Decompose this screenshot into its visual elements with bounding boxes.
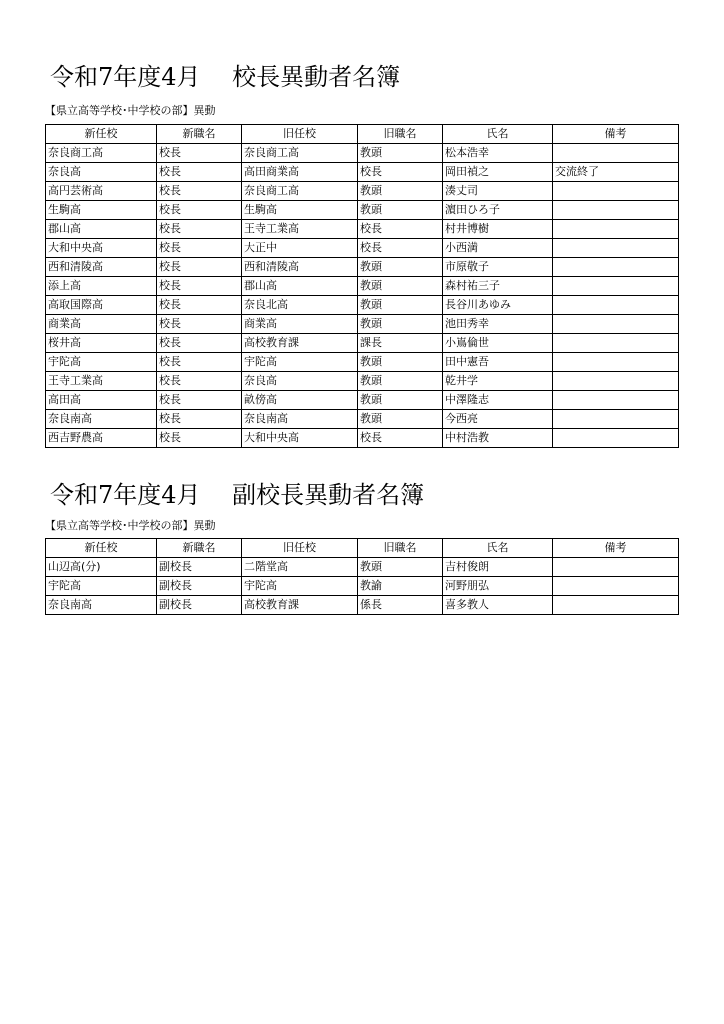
cell-former-position: 教頭 [358, 296, 443, 315]
table-row [46, 220, 679, 239]
cell-remarks [553, 353, 679, 372]
cell-new-position: 校長 [157, 182, 242, 201]
cell-name: 小西満 [443, 239, 553, 258]
cell-former-school: 大和中央高 [242, 429, 358, 448]
table-row [46, 163, 679, 182]
principal-roster-subtitle: 【県立高等学校･中学校の部】異動 [45, 104, 216, 117]
cell-new-school: 奈良商工高 [46, 144, 157, 163]
cell-remarks [553, 429, 679, 448]
cell-new-school: 西吉野農高 [46, 429, 157, 448]
cell-former-school: 高校教育課 [242, 334, 358, 353]
cell-name: 森村祐三子 [443, 277, 553, 296]
cell-new-position: 副校長 [157, 577, 242, 596]
cell-former-school: 大正中 [242, 239, 358, 258]
cell-new-school: 山辺高(分) [46, 558, 157, 577]
cell-new-position: 校長 [157, 353, 242, 372]
cell-new-position: 校長 [157, 163, 242, 182]
cell-name: 田中憲吾 [443, 353, 553, 372]
cell-name: 中村浩教 [443, 429, 553, 448]
cell-new-school: 高田高 [46, 391, 157, 410]
cell-new-school: 高取国際高 [46, 296, 157, 315]
cell-name: 長谷川あゆみ [443, 296, 553, 315]
cell-former-school: 奈良南高 [242, 410, 358, 429]
cell-former-position: 校長 [358, 220, 443, 239]
cell-new-school: 生駒高 [46, 201, 157, 220]
cell-former-school: 奈良商工高 [242, 144, 358, 163]
cell-new-position: 校長 [157, 277, 242, 296]
cell-former-school: 高校教育課 [242, 596, 358, 615]
cell-remarks [553, 258, 679, 277]
cell-new-position: 副校長 [157, 558, 242, 577]
cell-new-school: 商業高 [46, 315, 157, 334]
cell-former-position: 校長 [358, 163, 443, 182]
table-row [46, 239, 679, 258]
cell-new-position: 校長 [157, 144, 242, 163]
cell-new-school: 西和清陵高 [46, 258, 157, 277]
cell-new-position: 校長 [157, 429, 242, 448]
principal-roster-title: 令和7年度4月 校長異動者名簿 [50, 63, 401, 91]
cell-remarks [553, 558, 679, 577]
principal-roster-table [45, 124, 679, 448]
table-row [46, 577, 679, 596]
cell-former-school: 商業高 [242, 315, 358, 334]
cell-former-position: 教頭 [358, 391, 443, 410]
cell-new-school: 高円芸術高 [46, 182, 157, 201]
cell-new-school: 宇陀高 [46, 577, 157, 596]
header-former-school: 旧任校 [242, 539, 358, 558]
header-former-position: 旧職名 [358, 125, 443, 144]
cell-remarks [553, 410, 679, 429]
cell-former-position: 教頭 [358, 315, 443, 334]
cell-former-school: 宇陀高 [242, 353, 358, 372]
header-new-position: 新職名 [157, 539, 242, 558]
cell-former-position: 教頭 [358, 182, 443, 201]
cell-new-position: 校長 [157, 239, 242, 258]
cell-remarks [553, 182, 679, 201]
cell-remarks [553, 334, 679, 353]
cell-former-position: 教頭 [358, 410, 443, 429]
cell-former-position: 教頭 [358, 353, 443, 372]
cell-name: 市原敬子 [443, 258, 553, 277]
cell-former-position: 教頭 [358, 144, 443, 163]
cell-former-position: 校長 [358, 429, 443, 448]
cell-former-school: 宇陀高 [242, 577, 358, 596]
cell-new-position: 校長 [157, 201, 242, 220]
cell-former-school: 西和清陵高 [242, 258, 358, 277]
cell-former-school: 奈良高 [242, 372, 358, 391]
cell-name: 小嶌倫世 [443, 334, 553, 353]
cell-name: 河野朋弘 [443, 577, 553, 596]
cell-name: 濵田ひろ子 [443, 201, 553, 220]
header-new-school: 新任校 [46, 125, 157, 144]
cell-remarks [553, 391, 679, 410]
cell-new-position: 校長 [157, 220, 242, 239]
cell-name: 乾井学 [443, 372, 553, 391]
cell-new-school: 添上高 [46, 277, 157, 296]
vice-principal-roster-subtitle: 【県立高等学校･中学校の部】異動 [45, 519, 216, 532]
cell-name: 湊丈司 [443, 182, 553, 201]
vice-principal-roster-title: 令和7年度4月 副校長異動者名簿 [50, 481, 425, 509]
cell-new-school: 宇陀高 [46, 353, 157, 372]
cell-name: 吉村俊朗 [443, 558, 553, 577]
cell-new-school: 桜井高 [46, 334, 157, 353]
table-header-row [46, 539, 679, 558]
header-name: 氏名 [443, 125, 553, 144]
cell-former-position: 教頭 [358, 258, 443, 277]
table-row [46, 558, 679, 577]
table-row [46, 182, 679, 201]
cell-remarks [553, 220, 679, 239]
table-row [46, 429, 679, 448]
table-row [46, 201, 679, 220]
cell-new-school: 奈良南高 [46, 596, 157, 615]
table-row [46, 353, 679, 372]
cell-name: 池田秀幸 [443, 315, 553, 334]
cell-former-school: 高田商業高 [242, 163, 358, 182]
cell-name: 中澤隆志 [443, 391, 553, 410]
cell-former-position: 教頭 [358, 372, 443, 391]
cell-new-position: 校長 [157, 372, 242, 391]
cell-remarks [553, 277, 679, 296]
table-row [46, 258, 679, 277]
table-row [46, 372, 679, 391]
cell-name: 岡田禎之 [443, 163, 553, 182]
cell-new-position: 校長 [157, 315, 242, 334]
cell-former-position: 教頭 [358, 201, 443, 220]
cell-new-position: 副校長 [157, 596, 242, 615]
header-name: 氏名 [443, 539, 553, 558]
cell-remarks [553, 296, 679, 315]
cell-former-school: 畝傍高 [242, 391, 358, 410]
cell-new-school: 奈良南高 [46, 410, 157, 429]
table-row [46, 315, 679, 334]
header-remarks: 備考 [553, 125, 679, 144]
cell-remarks [553, 315, 679, 334]
cell-former-position: 教頭 [358, 277, 443, 296]
cell-remarks [553, 239, 679, 258]
cell-new-school: 郡山高 [46, 220, 157, 239]
vice-principal-roster-table [45, 538, 679, 615]
cell-former-position: 校長 [358, 239, 443, 258]
cell-remarks: 交流終了 [553, 163, 679, 182]
cell-new-school: 大和中央高 [46, 239, 157, 258]
table-row [46, 144, 679, 163]
cell-new-position: 校長 [157, 410, 242, 429]
table-header-row [46, 125, 679, 144]
cell-remarks [553, 577, 679, 596]
header-new-position: 新職名 [157, 125, 242, 144]
cell-new-position: 校長 [157, 391, 242, 410]
header-former-position: 旧職名 [358, 539, 443, 558]
cell-former-school: 王寺工業高 [242, 220, 358, 239]
table-row [46, 596, 679, 615]
cell-former-position: 課長 [358, 334, 443, 353]
table-row [46, 277, 679, 296]
table-row [46, 391, 679, 410]
cell-former-school: 奈良北高 [242, 296, 358, 315]
cell-former-position: 教諭 [358, 577, 443, 596]
cell-former-position: 教頭 [358, 558, 443, 577]
cell-remarks [553, 596, 679, 615]
table-row [46, 334, 679, 353]
cell-new-position: 校長 [157, 334, 242, 353]
table-row [46, 410, 679, 429]
cell-remarks [553, 201, 679, 220]
cell-new-school: 王寺工業高 [46, 372, 157, 391]
cell-name: 喜多教人 [443, 596, 553, 615]
cell-new-position: 校長 [157, 296, 242, 315]
header-remarks: 備考 [553, 539, 679, 558]
cell-new-position: 校長 [157, 258, 242, 277]
table-row [46, 296, 679, 315]
header-new-school: 新任校 [46, 539, 157, 558]
cell-former-school: 生駒高 [242, 201, 358, 220]
header-former-school: 旧任校 [242, 125, 358, 144]
cell-former-school: 奈良商工高 [242, 182, 358, 201]
cell-name: 松本浩幸 [443, 144, 553, 163]
cell-remarks [553, 144, 679, 163]
cell-new-school: 奈良高 [46, 163, 157, 182]
cell-remarks [553, 372, 679, 391]
cell-name: 村井博樹 [443, 220, 553, 239]
cell-name: 今西亮 [443, 410, 553, 429]
cell-former-school: 郡山高 [242, 277, 358, 296]
cell-former-position: 係長 [358, 596, 443, 615]
cell-former-school: 二階堂高 [242, 558, 358, 577]
